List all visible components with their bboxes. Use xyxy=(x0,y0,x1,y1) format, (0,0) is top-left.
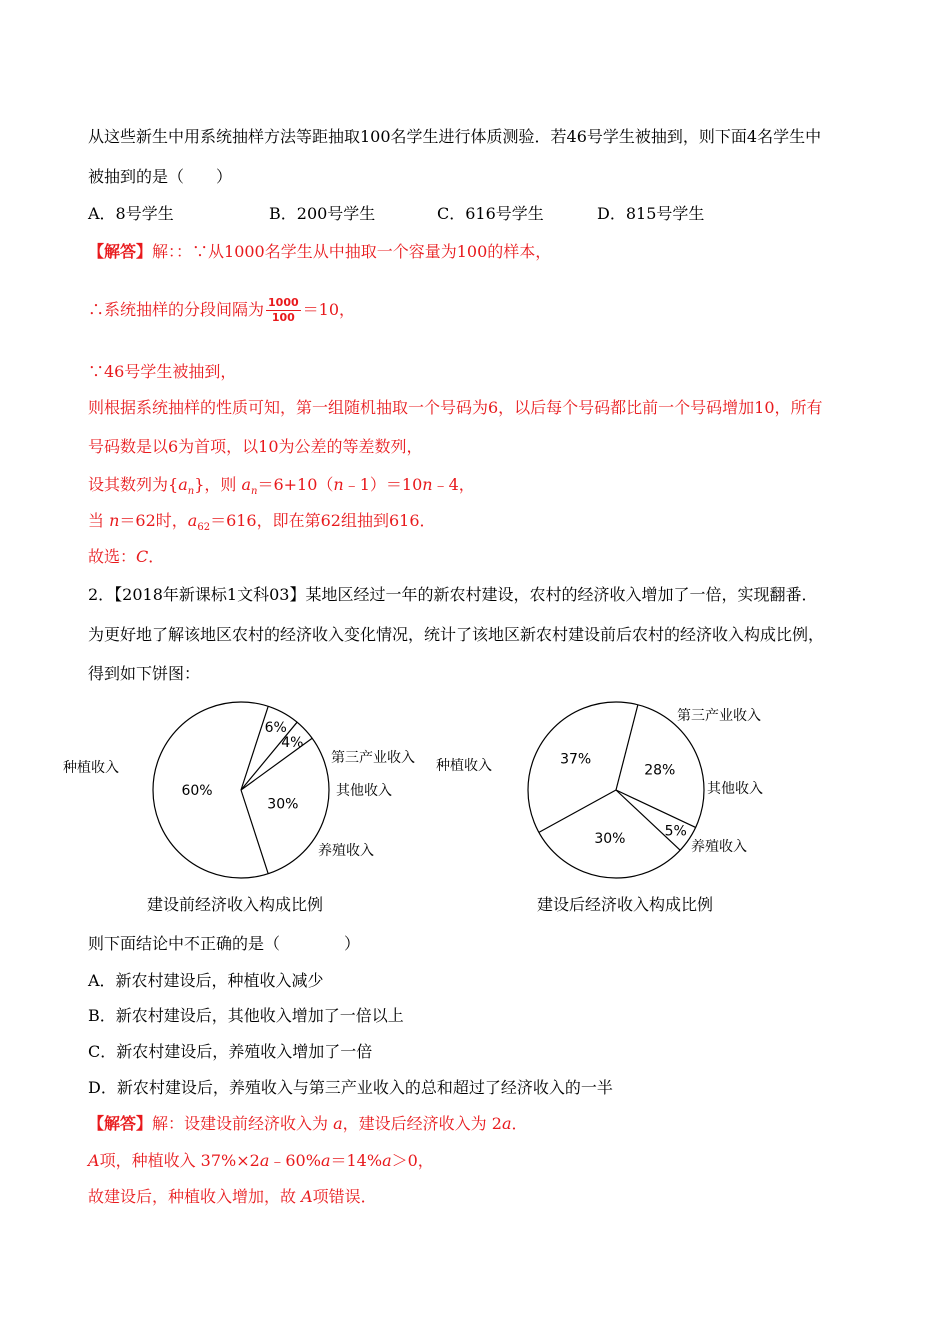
q2-answer-line1: 【解答】解：设建设前经济收入为 a，建设后经济收入为 2a． xyxy=(88,1114,528,1133)
pie-category-label: 养殖收入 xyxy=(318,843,374,859)
fraction: $\frac{1000}{100}$ xyxy=(268,296,299,324)
q1-stem-line1: 从这些新生中用系统抽样方法等距抽取100名学生进行体质测验．若46号学生被抽到，则下面4名学生中 xyxy=(88,127,822,146)
q2-option-c: C．新农村建设后，养殖收入增加了一倍 xyxy=(88,1042,373,1061)
pie-slice-value-label: 30% xyxy=(267,796,299,813)
pie-category-label: 种植收入 xyxy=(436,758,492,774)
q1-option-c: C．616号学生 xyxy=(437,204,544,223)
q1-answer-line1: 【解答】解：：∵从1000名学生从中抽取一个容量为100的样本， xyxy=(88,242,552,261)
q1-stem-line2: 被抽到的是（ ） xyxy=(88,167,233,186)
pie-slice-value-label: 28% xyxy=(644,762,676,779)
pie-slice-value-label: 60% xyxy=(181,783,213,799)
q2-stem-line3: 得到如下饼图： xyxy=(88,664,201,683)
answer-tag: 【解答】 xyxy=(88,242,153,261)
pie-slice-value-label: 6% xyxy=(264,719,287,736)
q1-option-b: B．200号学生 xyxy=(269,204,376,223)
q2-answer-line3: 故建设后，种植收入增加，故 A项错误． xyxy=(88,1187,377,1206)
q1-option-a: A．8号学生 xyxy=(88,204,174,223)
q1-answer-line4: 则根据系统抽样的性质可知，第一组随机抽取一个号码为6，以后每个号码都比前一个号码增加10，所有 xyxy=(88,398,823,417)
q1-answer-line7: 当 n＝62时，$a_{62}=616$，即在第62组抽到616． xyxy=(88,511,436,534)
q1-answer-line6: 设其数列为$\{a_n\}$，则 $a_n=6+10(n﹣1)=10n﹣4$， xyxy=(88,475,475,498)
q2-option-b: B．新农村建设后，其他收入增加了一倍以上 xyxy=(88,1006,404,1025)
q2-option-d: D．新农村建设后，养殖收入与第三产业收入的总和超过了经济收入的一半 xyxy=(88,1078,613,1097)
pie-slice-value-label: 5% xyxy=(664,823,687,840)
pie-category-label: 其他收入 xyxy=(707,781,763,797)
q1-answer-line8: 故选：C． xyxy=(88,547,165,566)
pie-category-label: 种植收入 xyxy=(63,760,119,776)
q1-answer-line5: 号码数是以6为首项，以10为公差的等差数列， xyxy=(88,437,423,456)
q2-question: 则下面结论中不正确的是（ ） xyxy=(88,934,361,953)
pie-chart-title: 建设前经济收入构成比例 xyxy=(146,895,324,914)
q2-stem-line2: 为更好地了解该地区农村的经济收入变化情况，统计了该地区新农村建设前后农村的经济收入构成比例， xyxy=(88,625,825,644)
q1-option-d: D．815号学生 xyxy=(597,204,705,223)
pie-slice-value-label: 4% xyxy=(281,734,304,751)
pie-category-label: 养殖收入 xyxy=(691,839,747,855)
pie-charts xyxy=(0,690,950,930)
q1-answer-line3: ∵46号学生被抽到， xyxy=(88,362,237,381)
pie-chart-title: 建设后经济收入构成比例 xyxy=(536,895,714,914)
pie-category-label: 第三产业收入 xyxy=(331,750,415,766)
q1-answer-line2: ∴系统抽样的分段间隔为 $\frac{1000}{100}$ ＝10， xyxy=(88,296,356,324)
pie-slice-value-label: 37% xyxy=(560,751,592,768)
q1-options xyxy=(88,203,704,225)
pie-category-label: 第三产业收入 xyxy=(677,708,761,724)
q2-stem-line1: 2．【2018年新课标1文科03】某地区经过一年的新农村建设，农村的经济收入增加了一倍，实现翻番． xyxy=(88,585,818,604)
q2-option-a: A．新农村建设后，种植收入减少 xyxy=(88,971,324,990)
pie-category-label: 其他收入 xyxy=(336,783,392,799)
pie-slice-value-label: 30% xyxy=(594,831,626,848)
answer-tag: 【解答】 xyxy=(88,1114,153,1133)
q2-answer-line2: A项，种植收入 37%×2a﹣60%a＝14%a＞0， xyxy=(88,1151,434,1170)
